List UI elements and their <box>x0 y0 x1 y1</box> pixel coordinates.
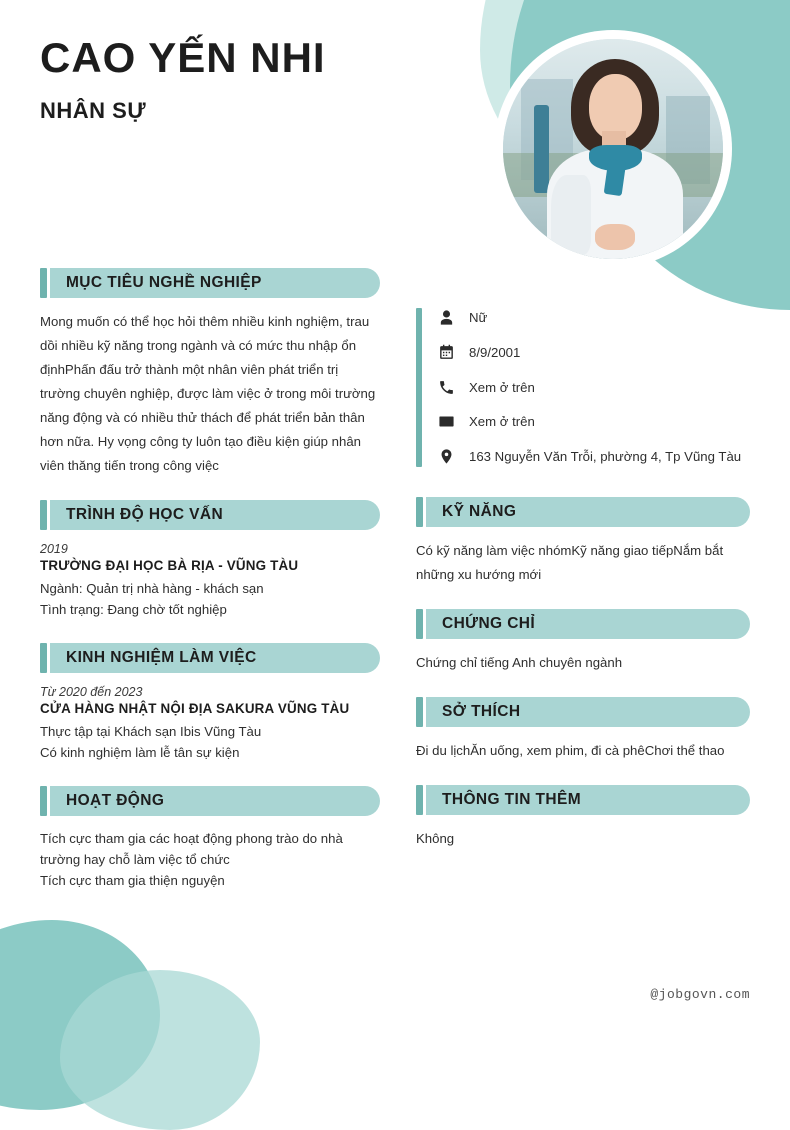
section-certificates <box>416 609 750 675</box>
section-accent-bar <box>40 786 47 816</box>
section-title: HOẠT ĐỘNG <box>66 791 165 809</box>
contact-row-email[interactable] <box>438 412 750 432</box>
section-title-box <box>50 643 380 673</box>
section-title-box <box>426 697 750 727</box>
section-title-box <box>50 500 380 530</box>
phone-icon <box>438 379 455 396</box>
section-accent-bar <box>40 500 47 530</box>
resume-columns <box>0 268 790 914</box>
section-title: KINH NGHIỆM LÀM VIỆC <box>66 648 257 666</box>
contact-value: 8/9/2001 <box>469 344 521 360</box>
section-title-box <box>50 786 380 816</box>
mail-icon <box>438 413 455 430</box>
calendar-icon <box>438 344 455 361</box>
section-accent-bar <box>40 643 47 673</box>
photo-face <box>589 74 642 140</box>
contact-row-birthdate <box>438 343 750 363</box>
section-accent-bar <box>416 697 423 727</box>
section-title: THÔNG TIN THÊM <box>442 791 582 809</box>
decor-blob-bottom-left <box>0 920 160 1110</box>
section-skills <box>416 497 750 587</box>
resume-header <box>40 36 326 124</box>
activity-line: Tích cực tham gia thiện nguyện <box>40 873 225 889</box>
experience-line: Có kinh nghiệm làm lễ tân sự kiện <box>40 745 240 761</box>
photo-pole <box>534 105 549 193</box>
education-line: Tình trạng: Đang chờ tốt nghiệp <box>40 602 227 618</box>
education-school: TRƯỜNG ĐẠI HỌC BÀ RỊA - VŨNG TÀU <box>40 558 299 574</box>
certificates-text: Chứng chỉ tiếng Anh chuyên ngành <box>416 655 623 671</box>
section-more-info-heading <box>416 785 750 815</box>
education-entry <box>40 542 380 621</box>
more-info-text: Không <box>416 831 455 847</box>
left-column <box>0 268 398 914</box>
section-activities-heading <box>40 786 380 816</box>
section-certificates-heading <box>416 609 750 639</box>
skills-text: Có kỹ năng làm việc nhómKỹ năng giao tiếpNắm bắt những xu hướng mới <box>416 542 724 582</box>
page-title: CAO YẾN NHI <box>40 34 326 81</box>
experience-entry <box>40 685 380 764</box>
section-accent-bar <box>416 609 423 639</box>
contact-row-address <box>438 447 750 467</box>
section-title-box <box>426 609 750 639</box>
contact-value: Xem ở trên <box>469 379 535 395</box>
section-skills-heading <box>416 497 750 527</box>
education-line: Ngành: Quản trị nhà hàng - khách sạn <box>40 581 264 597</box>
section-more-info <box>416 785 750 851</box>
section-hobbies-heading <box>416 697 750 727</box>
section-title: CHỨNG CHỈ <box>442 615 536 633</box>
objective-text: Mong muốn có thể học hỏi thêm nhiều kinh nghiệm, trau dồi nhiều kỹ năng trong ngành và có mức thu nhập ổn địnhPhấn đấu trở thành một nhân viên phát triển trị trường chuyên nghiệp, được làm việc ở trong môi trường năng động và có nhiều thử thách để phát triển bản thân hơn nữa. Hy vọng công ty luôn tạo điều kiện giúp nhân viên thăng tiến trong công việc <box>40 314 376 474</box>
job-role: NHÂN SỰ <box>40 98 147 124</box>
section-title: TRÌNH ĐỘ HỌC VẤN <box>66 506 224 524</box>
experience-line: Thực tập tại Khách sạn Ibis Vũng Tàu <box>40 723 262 739</box>
portrait-photo <box>503 39 723 259</box>
section-title-box <box>426 497 750 527</box>
hobbies-text: Đi du lịchĂn uống, xem phim, đi cà phêChơi thể thao <box>416 743 725 759</box>
activity-line: Tích cực tham gia các hoạt động phong trào do nhà trường hay chỗ làm việc tổ chức <box>40 830 343 867</box>
section-hobbies <box>416 697 750 763</box>
section-title: MỤC TIÊU NGHỀ NGHIỆP <box>66 274 262 291</box>
watermark: @jobgovn.com <box>650 987 750 1002</box>
contact-value: 163 Nguyễn Văn Trỗi, phường 4, Tp Vũng Tàu <box>469 449 742 465</box>
section-experience <box>40 643 380 764</box>
photo-arm <box>551 175 591 254</box>
decor-blob-bottom-left-light <box>60 970 260 1130</box>
section-education-heading <box>40 500 380 530</box>
experience-date: Từ 2020 đến 2023 <box>40 684 143 699</box>
location-icon <box>438 448 455 465</box>
section-title: SỞ THÍCH <box>442 703 521 721</box>
contact-block <box>416 308 750 467</box>
section-objective-heading <box>40 268 380 298</box>
person-icon <box>438 309 455 326</box>
contact-value: Xem ở trên <box>469 414 535 430</box>
contact-list <box>438 308 750 467</box>
contact-value: Nữ <box>469 310 488 325</box>
section-title-box <box>426 785 750 815</box>
section-education <box>40 500 380 621</box>
section-accent-bar <box>416 497 423 527</box>
section-objective <box>40 268 380 478</box>
section-accent-bar <box>40 268 47 298</box>
section-title-box <box>50 268 380 298</box>
experience-company: CỬA HÀNG NHẬT NỘI ĐỊA SAKURA VŨNG TÀU <box>40 700 350 716</box>
contact-row-gender <box>438 308 750 328</box>
education-date: 2019 <box>40 542 68 557</box>
right-column <box>398 268 790 873</box>
photo-hands <box>595 224 635 250</box>
avatar <box>494 30 732 268</box>
contact-row-phone[interactable] <box>438 378 750 398</box>
contact-accent-bar <box>416 308 422 467</box>
section-activities <box>40 786 380 892</box>
section-experience-heading <box>40 643 380 673</box>
section-title: KỸ NĂNG <box>442 502 517 520</box>
section-accent-bar <box>416 785 423 815</box>
